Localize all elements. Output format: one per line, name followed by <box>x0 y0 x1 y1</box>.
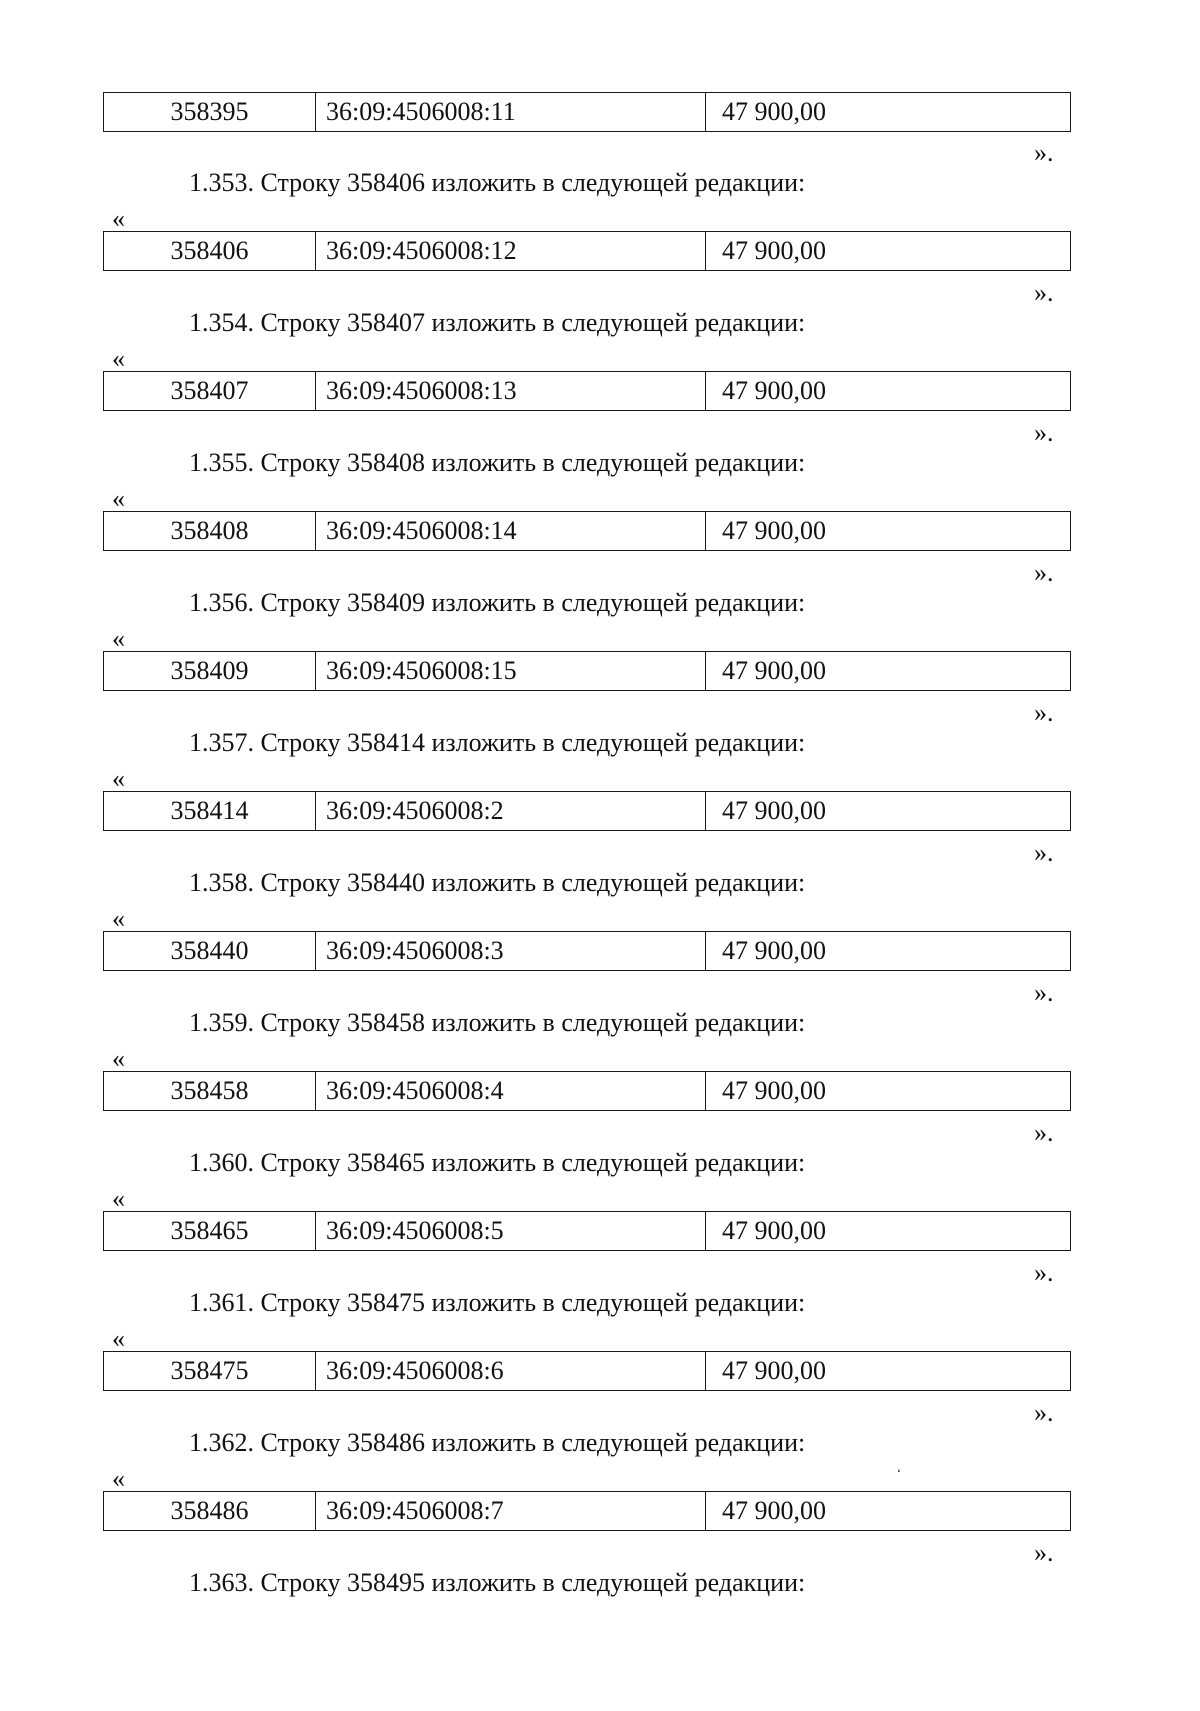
closing-quote: ». <box>1034 418 1054 447</box>
table-row <box>103 791 1071 831</box>
row-id-cell: 358408 <box>104 512 316 550</box>
amendment-item <box>189 308 805 338</box>
opening-quote: « <box>112 764 125 793</box>
item-number: 1.354. <box>189 308 254 337</box>
cadastral-number-cell: 36:09:4506008:14 <box>316 512 706 550</box>
amendment-item <box>189 1568 805 1598</box>
item-text: Строку 358486 изложить в следующей редакции: <box>260 1428 806 1457</box>
opening-quote: « <box>112 1184 125 1213</box>
amendment-item <box>189 448 805 478</box>
opening-quote: « <box>112 1464 125 1493</box>
closing-quote: ». <box>1034 138 1054 167</box>
table-row <box>103 651 1071 691</box>
item-number: 1.360. <box>189 1148 254 1177</box>
opening-quote: « <box>112 1324 125 1353</box>
closing-quote: ». <box>1034 558 1054 587</box>
amendment-item <box>189 1428 805 1458</box>
row-id-cell: 358407 <box>104 372 316 410</box>
opening-quote: « <box>112 204 125 233</box>
scan-speck: ʻ <box>897 1466 901 1480</box>
closing-quote: ». <box>1034 1258 1054 1287</box>
row-id-cell: 358406 <box>104 232 316 270</box>
amendment-item <box>189 168 805 198</box>
row-id-cell: 358395 <box>104 93 316 131</box>
opening-quote: « <box>112 1044 125 1073</box>
row-id-cell: 358409 <box>104 652 316 690</box>
opening-quote: « <box>112 624 125 653</box>
amendment-item <box>189 1008 805 1038</box>
cadastral-number-cell: 36:09:4506008:13 <box>316 372 706 410</box>
closing-quote: ». <box>1034 278 1054 307</box>
cadastral-number-cell: 36:09:4506008:3 <box>316 932 706 970</box>
amendment-item <box>189 588 805 618</box>
item-text: Строку 358475 изложить в следующей редакции: <box>260 1288 806 1317</box>
value-cell: 47 900,00 <box>722 516 826 545</box>
value-cell: 47 900,00 <box>722 936 826 965</box>
row-id-cell: 358440 <box>104 932 316 970</box>
item-text: Строку 358440 изложить в следующей редакции: <box>260 868 806 897</box>
amendment-item <box>189 868 805 898</box>
cadastral-number-cell: 36:09:4506008:7 <box>316 1492 706 1530</box>
amendment-item <box>189 1148 805 1178</box>
closing-quote: ». <box>1034 1398 1054 1427</box>
cadastral-number-cell: 36:09:4506008:15 <box>316 652 706 690</box>
item-number: 1.353. <box>189 168 254 197</box>
value-cell: 47 900,00 <box>722 1356 826 1385</box>
value-cell: 47 900,00 <box>722 1076 826 1105</box>
item-text: Строку 358408 изложить в следующей редакции: <box>260 448 806 477</box>
table-row <box>103 1211 1071 1251</box>
item-text: Строку 358406 изложить в следующей редакции: <box>260 168 806 197</box>
row-id-cell: 358458 <box>104 1072 316 1110</box>
amendment-item <box>189 728 805 758</box>
table-row <box>103 1071 1071 1111</box>
value-cell: 47 900,00 <box>722 656 826 685</box>
table-row <box>103 1491 1071 1531</box>
value-cell: 47 900,00 <box>722 236 826 265</box>
cadastral-number-cell: 36:09:4506008:2 <box>316 792 706 830</box>
cadastral-number-cell: 36:09:4506008:6 <box>316 1352 706 1390</box>
value-cell: 47 900,00 <box>722 796 826 825</box>
cadastral-number-cell: 36:09:4506008:11 <box>316 93 706 131</box>
closing-quote: ». <box>1034 838 1054 867</box>
item-text: Строку 358465 изложить в следующей редакции: <box>260 1148 806 1177</box>
item-text: Строку 358407 изложить в следующей редакции: <box>260 308 806 337</box>
value-cell: 47 900,00 <box>722 376 826 405</box>
item-number: 1.361. <box>189 1288 254 1317</box>
row-id-cell: 358414 <box>104 792 316 830</box>
opening-quote: « <box>112 344 125 373</box>
opening-quote: « <box>112 484 125 513</box>
item-number: 1.356. <box>189 588 254 617</box>
row-id-cell: 358465 <box>104 1212 316 1250</box>
table-row <box>103 1351 1071 1391</box>
item-text: Строку 358409 изложить в следующей редакции: <box>260 588 806 617</box>
closing-quote: ». <box>1034 1538 1054 1567</box>
item-text: Строку 358414 изложить в следующей редакции: <box>260 728 806 757</box>
item-text: Строку 358458 изложить в следующей редакции: <box>260 1008 806 1037</box>
table-row <box>103 511 1071 551</box>
row-id-cell: 358486 <box>104 1492 316 1530</box>
table-row <box>103 371 1071 411</box>
table-row <box>103 931 1071 971</box>
table-row <box>103 92 1071 132</box>
item-text: Строку 358495 изложить в следующей редакции: <box>260 1568 806 1597</box>
value-cell: 47 900,00 <box>722 1216 826 1245</box>
closing-quote: ». <box>1034 1118 1054 1147</box>
item-number: 1.357. <box>189 728 254 757</box>
item-number: 1.363. <box>189 1568 254 1597</box>
item-number: 1.359. <box>189 1008 254 1037</box>
value-cell: 47 900,00 <box>722 97 826 126</box>
opening-quote: « <box>112 904 125 933</box>
item-number: 1.362. <box>189 1428 254 1457</box>
value-cell: 47 900,00 <box>722 1496 826 1525</box>
cadastral-number-cell: 36:09:4506008:4 <box>316 1072 706 1110</box>
amendment-item <box>189 1288 805 1318</box>
cadastral-number-cell: 36:09:4506008:5 <box>316 1212 706 1250</box>
table-row <box>103 231 1071 271</box>
closing-quote: ». <box>1034 698 1054 727</box>
row-id-cell: 358475 <box>104 1352 316 1390</box>
item-number: 1.358. <box>189 868 254 897</box>
closing-quote: ». <box>1034 978 1054 1007</box>
item-number: 1.355. <box>189 448 254 477</box>
cadastral-number-cell: 36:09:4506008:12 <box>316 232 706 270</box>
